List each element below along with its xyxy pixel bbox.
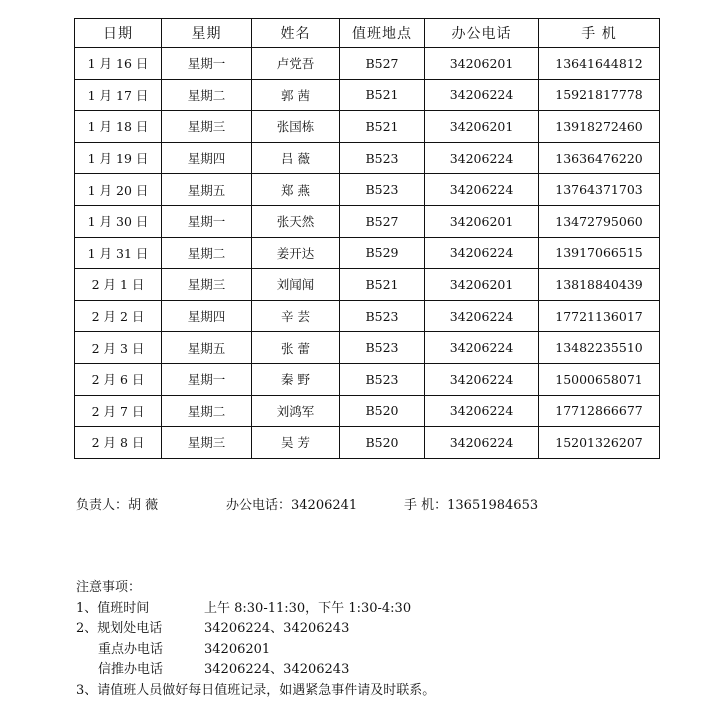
cell-date: 2 月 1 日 xyxy=(75,269,162,301)
cell-mobile: 13764371703 xyxy=(539,174,660,206)
cell-date: 2 月 2 日 xyxy=(75,300,162,332)
cell-name: 郭 茜 xyxy=(252,79,340,111)
cell-mobile: 17721136017 xyxy=(539,300,660,332)
note-label: 重点办电话 xyxy=(98,641,164,657)
cell-location: B523 xyxy=(340,174,425,206)
cell-name: 刘鸿军 xyxy=(252,395,340,427)
cell-name: 辛 芸 xyxy=(252,300,340,332)
table-row xyxy=(75,205,660,237)
cell-date: 2 月 6 日 xyxy=(75,363,162,395)
responsible-person: 负责人：胡 薇 xyxy=(76,498,159,513)
cell-office-phone: 34206224 xyxy=(425,142,539,174)
cell-office-phone: 34206224 xyxy=(425,300,539,332)
table-row xyxy=(75,142,660,174)
cell-mobile: 13482235510 xyxy=(539,332,660,364)
table-row xyxy=(75,269,660,301)
cell-weekday: 星期二 xyxy=(162,79,252,111)
cell-date: 1 月 16 日 xyxy=(75,48,162,80)
cell-office-phone: 34206224 xyxy=(425,237,539,269)
cell-date: 1 月 31 日 xyxy=(75,237,162,269)
note-label: 信推办电话 xyxy=(98,662,164,677)
cell-date: 1 月 19 日 xyxy=(75,142,162,174)
header-location: 值班地点 xyxy=(340,19,425,48)
cell-date: 1 月 18 日 xyxy=(75,111,162,143)
cell-weekday: 星期三 xyxy=(162,111,252,143)
note-value: 34206224、34206243 xyxy=(204,662,350,677)
cell-office-phone: 34206201 xyxy=(425,269,539,301)
notes-section xyxy=(76,578,435,701)
cell-office-phone: 34206201 xyxy=(425,111,539,143)
note-value: 34206201 xyxy=(204,641,271,657)
cell-weekday: 星期三 xyxy=(162,427,252,459)
note-item-duty-hours xyxy=(76,599,435,620)
cell-weekday: 星期四 xyxy=(162,300,252,332)
header-weekday: 星期 xyxy=(162,19,252,48)
cell-name: 郑 燕 xyxy=(252,174,340,206)
cell-location: B523 xyxy=(340,142,425,174)
header-mobile: 手 机 xyxy=(539,19,660,48)
cell-weekday: 星期四 xyxy=(162,142,252,174)
notes-title: 注意事项： xyxy=(76,580,142,595)
cell-weekday: 星期一 xyxy=(162,363,252,395)
table-row xyxy=(75,174,660,206)
cell-location: B523 xyxy=(340,300,425,332)
cell-name: 张国栋 xyxy=(252,111,340,143)
cell-mobile: 17712866677 xyxy=(539,395,660,427)
cell-date: 2 月 8 日 xyxy=(75,427,162,459)
cell-location: B529 xyxy=(340,237,425,269)
cell-office-phone: 34206224 xyxy=(425,427,539,459)
note-item-planning-phone xyxy=(76,619,435,640)
cell-name: 吴 芳 xyxy=(252,427,340,459)
cell-name: 卢党吾 xyxy=(252,48,340,80)
table-row xyxy=(75,48,660,80)
responsible-mobile: 手 机：13651984653 xyxy=(404,498,539,513)
cell-location: B521 xyxy=(340,269,425,301)
cell-mobile: 13818840439 xyxy=(539,269,660,301)
table-row xyxy=(75,395,660,427)
cell-mobile: 13472795060 xyxy=(539,205,660,237)
cell-weekday: 星期三 xyxy=(162,269,252,301)
cell-date: 2 月 3 日 xyxy=(75,332,162,364)
cell-mobile: 15000658071 xyxy=(539,363,660,395)
cell-mobile: 13918272460 xyxy=(539,111,660,143)
table-row xyxy=(75,111,660,143)
cell-name: 姜开达 xyxy=(252,237,340,269)
cell-location: B520 xyxy=(340,395,425,427)
responsible-contact-line xyxy=(76,494,538,513)
responsible-office-phone: 办公电话：34206241 xyxy=(226,498,358,513)
cell-office-phone: 34206224 xyxy=(425,174,539,206)
cell-name: 张 蕾 xyxy=(252,332,340,364)
note-value: 上午 8:30-11:30，下午 1:30-4:30 xyxy=(204,600,412,616)
cell-location: B520 xyxy=(340,427,425,459)
note-value: 34206224、34206243 xyxy=(204,621,350,636)
header-name: 姓名 xyxy=(252,19,340,48)
header-date: 日期 xyxy=(75,19,162,48)
cell-mobile: 13636476220 xyxy=(539,142,660,174)
cell-location: B523 xyxy=(340,332,425,364)
cell-location: B527 xyxy=(340,48,425,80)
cell-date: 1 月 30 日 xyxy=(75,205,162,237)
cell-mobile: 15921817778 xyxy=(539,79,660,111)
cell-name: 吕 薇 xyxy=(252,142,340,174)
note-label: 1、值班时间 xyxy=(76,600,150,616)
cell-location: B523 xyxy=(340,363,425,395)
cell-date: 1 月 17 日 xyxy=(75,79,162,111)
cell-office-phone: 34206224 xyxy=(425,395,539,427)
cell-mobile: 13917066515 xyxy=(539,237,660,269)
table-row xyxy=(75,363,660,395)
note-label: 2、规划处电话 xyxy=(76,621,163,636)
cell-office-phone: 34206201 xyxy=(425,205,539,237)
cell-weekday: 星期五 xyxy=(162,174,252,206)
header-office-phone: 办公电话 xyxy=(425,19,539,48)
cell-name: 秦 野 xyxy=(252,363,340,395)
table-row xyxy=(75,332,660,364)
note-item-key-office-phone xyxy=(76,640,435,661)
cell-location: B521 xyxy=(340,79,425,111)
cell-date: 1 月 20 日 xyxy=(75,174,162,206)
table-row xyxy=(75,427,660,459)
cell-mobile: 15201326207 xyxy=(539,427,660,459)
cell-weekday: 星期二 xyxy=(162,395,252,427)
cell-location: B527 xyxy=(340,205,425,237)
cell-office-phone: 34206201 xyxy=(425,48,539,80)
duty-roster-table xyxy=(74,18,660,459)
table-row xyxy=(75,79,660,111)
cell-mobile: 13641644812 xyxy=(539,48,660,80)
cell-name: 张天然 xyxy=(252,205,340,237)
cell-name: 刘闻闻 xyxy=(252,269,340,301)
note-item-duty-record: 3、请值班人员做好每日值班记录，如遇紧急事件请及时联系。 xyxy=(76,682,436,698)
cell-weekday: 星期二 xyxy=(162,237,252,269)
cell-location: B521 xyxy=(340,111,425,143)
table-header-row xyxy=(75,19,660,48)
cell-weekday: 星期五 xyxy=(162,332,252,364)
table-row xyxy=(75,300,660,332)
cell-office-phone: 34206224 xyxy=(425,332,539,364)
note-item-info-office-phone xyxy=(76,660,435,681)
cell-office-phone: 34206224 xyxy=(425,79,539,111)
cell-office-phone: 34206224 xyxy=(425,363,539,395)
cell-weekday: 星期一 xyxy=(162,205,252,237)
cell-weekday: 星期一 xyxy=(162,48,252,80)
cell-date: 2 月 7 日 xyxy=(75,395,162,427)
table-row xyxy=(75,237,660,269)
